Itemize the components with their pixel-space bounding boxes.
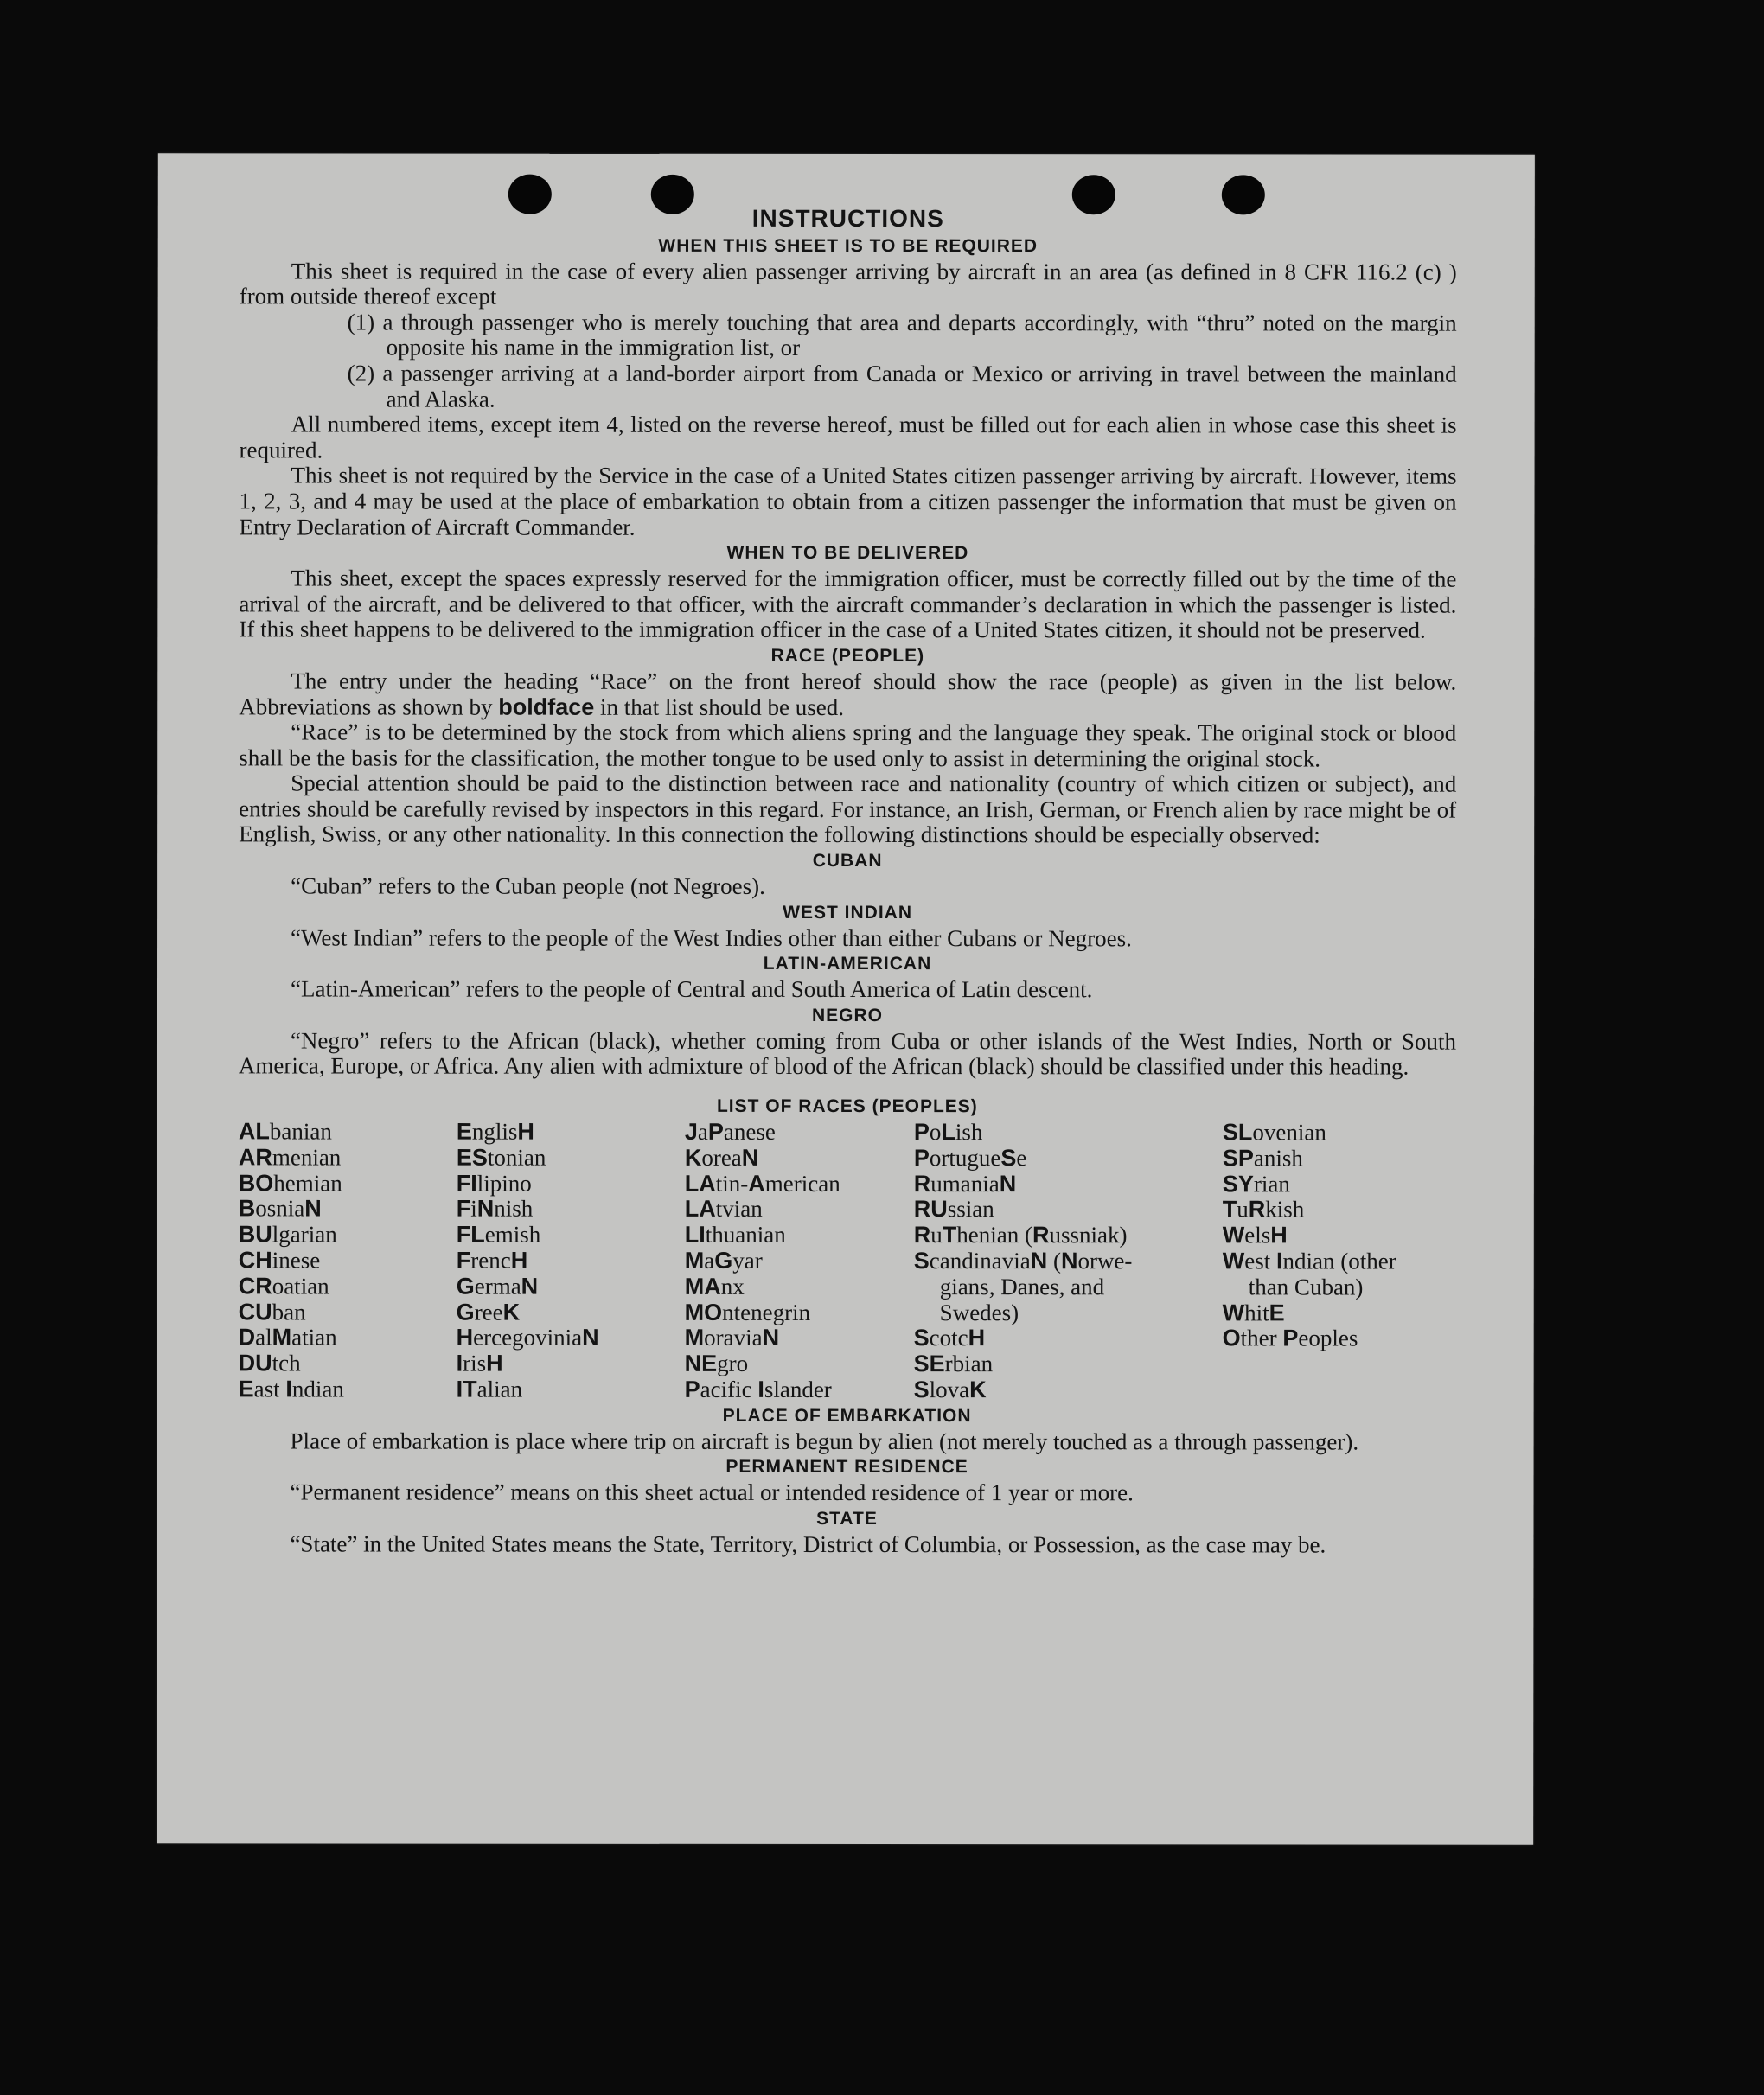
race-entry: ScotcH: [913, 1325, 986, 1351]
race-entry: FLemish: [456, 1221, 541, 1248]
paragraph: All numbered items, except item 4, listed on the reverse hereof, must be filled out for each alien in whose case this sheet is required.: [239, 411, 1457, 463]
races-list: [239, 1119, 1456, 1403]
race-entry: MoraviaN: [684, 1325, 780, 1351]
race-entry: HercegoviniaN: [456, 1325, 599, 1351]
heading-latin-american: LATIN-AMERICAN: [763, 954, 932, 974]
race-entry: EnglisH: [456, 1118, 534, 1145]
page-title: INSTRUCTIONS: [751, 204, 944, 233]
races-column: [914, 1120, 1223, 1403]
paragraph: “Cuban” refers to the Cuban people (not Negroes).: [291, 872, 765, 899]
race-entry: SlovaK: [913, 1376, 987, 1403]
race-entry: FIlipino: [456, 1170, 532, 1197]
race-entry: MaGyar: [684, 1247, 763, 1274]
race-entry: WelsH: [1222, 1222, 1288, 1249]
race-entry: MOntenegrin: [684, 1299, 811, 1325]
race-entry: CHinese: [238, 1247, 321, 1274]
list-item: (1) a through passenger who is merely touching that area and departs accordingly, with “thru” noted on the margin opposite his name in the immigration list, or: [347, 309, 1457, 361]
heading-state: STATE: [816, 1508, 878, 1530]
paragraph: [239, 668, 1456, 720]
race-entry: SYrian: [1222, 1171, 1290, 1198]
race-entry: WhitE: [1222, 1299, 1285, 1326]
heading-place-of-embarkation: PLACE OF EMBARKATION: [722, 1405, 972, 1426]
heading-list-of-races: LIST OF RACES (PEOPLES): [716, 1095, 978, 1117]
heading-when-delivered: WHEN TO BE DELIVERED: [726, 543, 969, 564]
race-entry: SLovenian: [1222, 1119, 1326, 1146]
paragraph: “State” in the United States means the State, Territory, District of Columbia, or Possession, as the case may be.: [290, 1530, 1326, 1558]
race-entry: PortugueSe: [913, 1144, 1027, 1172]
document-content: [238, 205, 1456, 1558]
race-entry: BOhemian: [238, 1170, 342, 1197]
document-sheet: [157, 153, 1535, 1844]
race-entry: CRoatian: [238, 1273, 329, 1300]
race-entry: IrisH: [456, 1350, 503, 1376]
race-entry: LAtin-American: [684, 1170, 840, 1197]
race-entry: BUlgarian: [238, 1221, 337, 1248]
paragraph: This sheet, except the spaces expressly reserved for the immigration officer, must be correctly filled out by the time of the arrival of the aircraft, and be delivered to that officer, with the aircraft commander’s declaration in which the passenger is listed. If this sheet happens to be delivered to the immigration officer in the case of a United States citizen, it should not be preserved.: [239, 565, 1457, 643]
heading-cuban: CUBAN: [812, 851, 883, 872]
race-entry: MAnx: [684, 1273, 745, 1300]
paragraph: “Race” is to be determined by the stock from which aliens spring and the language they speak. The original stock or blood shall be the basis for the classification, the mother tongue to be used only to assist in determining the original stock.: [239, 719, 1457, 772]
race-entry: GermaN: [456, 1273, 539, 1300]
race-entry: EStonian: [456, 1144, 546, 1171]
race-entry: CUban: [238, 1298, 306, 1325]
paragraph: Place of embarkation is place where trip on aircraft is begun by alien (not merely touched as a through passenger).: [290, 1428, 1359, 1455]
race-entry: gians, Danes, and: [939, 1273, 1105, 1300]
race-entry: ARmenian: [238, 1144, 342, 1171]
races-column: [685, 1120, 914, 1403]
race-entry: TuRkish: [1222, 1196, 1305, 1223]
race-entry: KoreaN: [684, 1144, 759, 1171]
list-item: (2) a passenger arriving at a land-border airport from Canada or Mexico or arriving in travel between the mainland and Alaska.: [347, 360, 1457, 412]
race-entry: NEgro: [684, 1351, 749, 1377]
race-entry: FrencH: [456, 1247, 528, 1274]
race-entry: ScandinaviaN (Norwe-: [913, 1248, 1133, 1274]
heading-when-required: WHEN THIS SHEET IS TO BE REQUIRED: [658, 235, 1039, 256]
race-entry: East Indian: [238, 1376, 344, 1402]
race-entry: BosniaN: [238, 1195, 322, 1222]
race-entry: DUtch: [238, 1350, 301, 1376]
race-entry: Swedes): [939, 1299, 1019, 1325]
race-entry: SPanish: [1222, 1145, 1303, 1172]
race-entry: Other Peoples: [1222, 1325, 1358, 1351]
paragraph-text: in that list should be used.: [594, 693, 845, 720]
race-entry: than Cuban): [1248, 1274, 1364, 1300]
races-column: [239, 1119, 457, 1402]
race-entry: LIthuanian: [684, 1222, 786, 1249]
boldface-term: boldface: [498, 693, 595, 720]
paragraph-text: The entry under the heading “Race” on the front hereof should show the race (people) as given in the list below. Abbreviations as shown by: [239, 667, 1457, 720]
race-entry: Pacific Islander: [684, 1376, 832, 1402]
race-entry: JaPanese: [684, 1118, 776, 1145]
race-entry: GreeK: [456, 1299, 521, 1325]
race-entry: SErbian: [913, 1351, 994, 1377]
race-entry: DalMatian: [238, 1324, 337, 1351]
race-entry: PoLish: [913, 1119, 983, 1146]
race-entry: ITalian: [456, 1376, 523, 1402]
races-column: [457, 1120, 685, 1403]
race-entry: RUssian: [913, 1196, 994, 1223]
paragraph: This sheet is required in the case of every alien passenger arriving by aircraft in an area (as defined in 8 CFR 116.2 (c) ) from outside thereof except: [239, 258, 1457, 310]
race-entry: RuThenian (Russniak): [913, 1222, 1128, 1249]
heading-race: RACE (PEOPLE): [770, 645, 925, 666]
race-entry: ALbanian: [238, 1118, 332, 1145]
paragraph: “Latin-American” refers to the people of Central and South America of Latin descent.: [290, 975, 1093, 1003]
paragraph: “Permanent residence” means on this sheet actual or intended residence of 1 year or more.: [290, 1479, 1134, 1506]
race-entry: FiNnish: [456, 1196, 534, 1223]
race-entry: RumaniaN: [913, 1170, 1017, 1197]
paragraph: This sheet is not required by the Service in the case of a United States citizen passenger arriving by aircraft. However, items 1, 2, 3, and 4 may be used at the place of embarkation to obtain from a citizen passenger the information that must be given on Entry Declaration of Aircraft Commander.: [239, 462, 1457, 540]
paragraph: “Negro” refers to the African (black), whether coming from Cuba or other islands of the West Indies, North or South America, Europe, or Africa. Any alien with admixture of blood of the African (black) should be classified under this heading.: [238, 1027, 1456, 1081]
heading-west-indian: WEST INDIAN: [783, 902, 913, 923]
race-entry: West Indian (other: [1222, 1248, 1396, 1274]
race-entry: LAtvian: [684, 1196, 763, 1223]
paragraph: Special attention should be paid to the distinction between race and nationality (country of which citizen or subject), and entries should be carefully revised by inspectors in this regard. For instance, an Irish, German, or French alien by race might be of English, Swiss, or any other nationality. In this connection the following distinctions should be especially observed:: [239, 770, 1457, 848]
paragraph: “West Indian” refers to the people of the West Indies other than either Cubans or Negroes.: [291, 924, 1132, 951]
heading-permanent-residence: PERMANENT RESIDENCE: [725, 1457, 968, 1478]
races-column: [1223, 1120, 1456, 1403]
heading-negro: NEGRO: [811, 1005, 883, 1025]
